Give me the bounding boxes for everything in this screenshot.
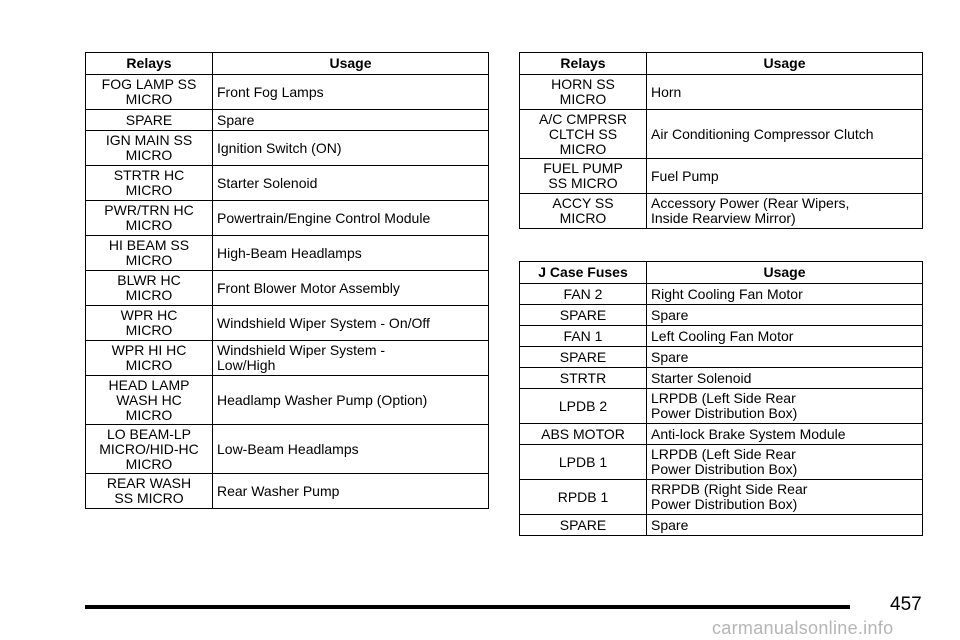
table-row xyxy=(86,131,489,166)
fuse-cell: STRTR xyxy=(520,368,647,389)
usage-cell: Headlamp Washer Pump (Option) xyxy=(213,376,489,425)
relay-cell: ACCY SS MICRO xyxy=(520,194,647,229)
usage-cell: High-Beam Headlamps xyxy=(213,236,489,271)
table-row xyxy=(86,201,489,236)
relay-table-right xyxy=(519,52,923,229)
table-row xyxy=(520,424,923,445)
usage-cell: Starter Solenoid xyxy=(647,368,923,389)
fuse-cell: LPDB 2 xyxy=(520,389,647,424)
fuse-cell: RPDB 1 xyxy=(520,480,647,515)
fuse-cell: FAN 1 xyxy=(520,326,647,347)
table-row xyxy=(86,110,489,131)
table-row xyxy=(86,306,489,341)
usage-cell: Ignition Switch (ON) xyxy=(213,131,489,166)
table-row xyxy=(86,341,489,376)
usage-cell: Anti-lock Brake System Module xyxy=(647,424,923,445)
table-row xyxy=(86,376,489,425)
usage-header: Usage xyxy=(213,53,489,75)
usage-header: Usage xyxy=(647,53,923,75)
relay-cell: SPARE xyxy=(86,110,213,131)
relay-cell: STRTR HC MICRO xyxy=(86,166,213,201)
usage-cell: Front Fog Lamps xyxy=(213,75,489,110)
table-row xyxy=(520,284,923,305)
relay-cell: LO BEAM-LP MICRO/HID-HC MICRO xyxy=(86,425,213,474)
usage-cell: Air Conditioning Compressor Clutch xyxy=(647,110,923,159)
usage-cell: Spare xyxy=(213,110,489,131)
table-row xyxy=(86,474,489,509)
usage-cell: Accessory Power (Rear Wipers, Inside Rearview Mirror) xyxy=(647,194,923,229)
usage-header: Usage xyxy=(647,262,923,284)
fuse-cell: ABS MOTOR xyxy=(520,424,647,445)
relay-cell: IGN MAIN SS MICRO xyxy=(86,131,213,166)
table-header-row xyxy=(520,262,923,284)
table-row xyxy=(86,425,489,474)
relay-cell: HEAD LAMP WASH HC MICRO xyxy=(86,376,213,425)
relays-header: Relays xyxy=(86,53,213,75)
usage-cell: Powertrain/Engine Control Module xyxy=(213,201,489,236)
relay-cell: BLWR HC MICRO xyxy=(86,271,213,306)
table-row xyxy=(520,159,923,194)
table-row xyxy=(520,515,923,536)
table-header-row xyxy=(86,53,489,75)
footer-rule xyxy=(85,605,850,609)
table-row xyxy=(520,75,923,110)
relay-cell: FOG LAMP SS MICRO xyxy=(86,75,213,110)
usage-cell: Spare xyxy=(647,515,923,536)
usage-cell: Windshield Wiper System - On/Off xyxy=(213,306,489,341)
table-row xyxy=(86,166,489,201)
table-row xyxy=(86,236,489,271)
j-case-fuses-header: J Case Fuses xyxy=(520,262,647,284)
relay-cell: WPR HC MICRO xyxy=(86,306,213,341)
usage-cell: LRPDB (Left Side Rear Power Distribution Box) xyxy=(647,445,923,480)
relay-cell: HI BEAM SS MICRO xyxy=(86,236,213,271)
usage-cell: Fuel Pump xyxy=(647,159,923,194)
usage-cell: Starter Solenoid xyxy=(213,166,489,201)
table-row xyxy=(520,389,923,424)
usage-cell: Rear Washer Pump xyxy=(213,474,489,509)
usage-cell: Windshield Wiper System - Low/High xyxy=(213,341,489,376)
table-row xyxy=(520,194,923,229)
fuse-cell: SPARE xyxy=(520,305,647,326)
table-row xyxy=(520,368,923,389)
table-row xyxy=(520,305,923,326)
table-row xyxy=(520,445,923,480)
page-number: 457 xyxy=(890,594,922,615)
relay-cell: FUEL PUMP SS MICRO xyxy=(520,159,647,194)
watermark: carmanualsonline.info xyxy=(712,618,894,638)
relay-cell: REAR WASH SS MICRO xyxy=(86,474,213,509)
table-row xyxy=(520,347,923,368)
usage-cell: RRPDB (Right Side Rear Power Distribution Box) xyxy=(647,480,923,515)
table-row xyxy=(520,110,923,159)
usage-cell: Right Cooling Fan Motor xyxy=(647,284,923,305)
table-row xyxy=(86,271,489,306)
usage-cell: LRPDB (Left Side Rear Power Distribution Box) xyxy=(647,389,923,424)
usage-cell: Spare xyxy=(647,305,923,326)
usage-cell: Spare xyxy=(647,347,923,368)
usage-cell: Left Cooling Fan Motor xyxy=(647,326,923,347)
relays-header: Relays xyxy=(520,53,647,75)
table-row xyxy=(520,326,923,347)
fuse-cell: LPDB 1 xyxy=(520,445,647,480)
table-header-row xyxy=(520,53,923,75)
fuse-cell: SPARE xyxy=(520,515,647,536)
relay-cell: WPR HI HC MICRO xyxy=(86,341,213,376)
j-case-fuse-table xyxy=(519,261,923,536)
relay-cell: A/C CMPRSR CLTCH SS MICRO xyxy=(520,110,647,159)
table-row xyxy=(520,480,923,515)
usage-cell: Front Blower Motor Assembly xyxy=(213,271,489,306)
usage-cell: Low-Beam Headlamps xyxy=(213,425,489,474)
relay-table-left xyxy=(85,52,489,509)
fuse-cell: SPARE xyxy=(520,347,647,368)
usage-cell: Horn xyxy=(647,75,923,110)
relay-cell: HORN SS MICRO xyxy=(520,75,647,110)
table-row xyxy=(86,75,489,110)
relay-cell: PWR/TRN HC MICRO xyxy=(86,201,213,236)
fuse-cell: FAN 2 xyxy=(520,284,647,305)
